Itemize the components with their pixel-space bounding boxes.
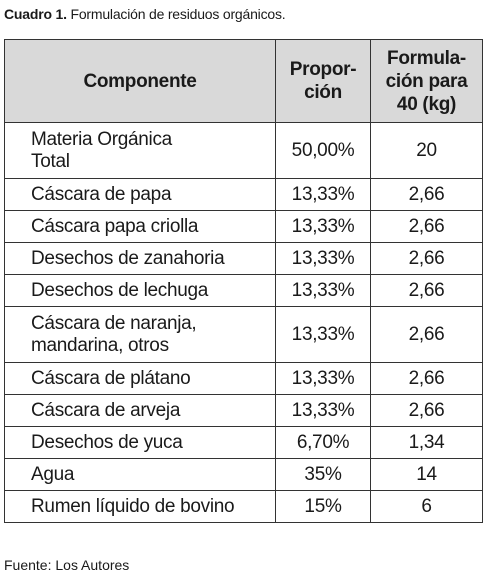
table-row (5, 211, 483, 243)
caption-text: Formulación de residuos orgánicos. (70, 6, 286, 22)
component-line: Agua (31, 463, 75, 485)
header-proportion-line: Propor- (289, 59, 357, 80)
table-row (5, 395, 483, 427)
table-caption (4, 6, 285, 22)
header-formulation-line: Formula- (387, 47, 466, 69)
cell-proportion: 13,33% (276, 307, 371, 363)
cell-formulation: 1,34 (371, 427, 483, 459)
table-row (5, 427, 483, 459)
component-line: Cáscara de naranja, (31, 312, 197, 334)
component-line: Desechos de zanahoria (31, 247, 225, 269)
component-line: Desechos de yuca (31, 431, 183, 453)
component-line: Desechos de lechuga (31, 279, 209, 301)
component-line: Materia Orgánica (31, 128, 172, 150)
cell-component (5, 123, 276, 179)
table-source: Fuente: Los Autores (4, 557, 130, 573)
cell-proportion: 13,33% (276, 395, 371, 427)
cell-proportion: 6,70% (276, 427, 371, 459)
table-row (5, 123, 483, 179)
component-line: Cáscara papa criolla (31, 215, 199, 237)
cell-formulation: 2,66 (371, 211, 483, 243)
cell-proportion: 15% (276, 491, 371, 523)
header-formulation-line: ción para (385, 70, 468, 92)
component-line: Cáscara de plátano (31, 367, 191, 389)
cell-proportion: 50,00% (276, 123, 371, 179)
table-row (5, 363, 483, 395)
header-component (5, 40, 276, 123)
cell-component (5, 179, 276, 211)
cell-component (5, 491, 276, 523)
table-header (5, 40, 483, 123)
cell-formulation: 20 (371, 123, 483, 179)
formulation-table (4, 39, 483, 523)
cell-proportion: 13,33% (276, 211, 371, 243)
header-component-label: Componente (83, 70, 197, 92)
component-line: Cáscara de papa (31, 183, 172, 205)
cell-formulation: 6 (371, 491, 483, 523)
cell-proportion: 13,33% (276, 275, 371, 307)
table-row (5, 275, 483, 307)
cell-proportion: 13,33% (276, 179, 371, 211)
cell-proportion: 13,33% (276, 363, 371, 395)
cell-proportion: 35% (276, 459, 371, 491)
header-formulation (371, 40, 483, 123)
component-line: Cáscara de arveja (31, 399, 181, 421)
cell-formulation: 14 (371, 459, 483, 491)
header-proportion-line: ción (304, 82, 342, 103)
cell-component (5, 395, 276, 427)
cell-component (5, 307, 276, 363)
caption-label: Cuadro 1. (4, 6, 67, 22)
cell-component (5, 363, 276, 395)
cell-component (5, 211, 276, 243)
cell-component (5, 459, 276, 491)
table-body (5, 123, 483, 523)
cell-formulation: 2,66 (371, 307, 483, 363)
cell-formulation: 2,66 (371, 363, 483, 395)
cell-proportion: 13,33% (276, 243, 371, 275)
cell-component (5, 275, 276, 307)
table-row (5, 459, 483, 491)
table-row (5, 491, 483, 523)
cell-component (5, 427, 276, 459)
cell-component (5, 243, 276, 275)
cell-formulation: 2,66 (371, 275, 483, 307)
cell-formulation: 2,66 (371, 179, 483, 211)
header-formulation-line: 40 (kg) (396, 93, 457, 115)
table-row (5, 307, 483, 363)
header-row (5, 40, 483, 123)
header-proportion (276, 40, 371, 123)
table-row (5, 243, 483, 275)
cell-formulation: 2,66 (371, 243, 483, 275)
table-row (5, 179, 483, 211)
component-line: Rumen líquido de bovino (31, 495, 235, 517)
component-line: mandarina, otros (31, 334, 169, 356)
cell-formulation: 2,66 (371, 395, 483, 427)
component-line: Total (31, 150, 70, 172)
